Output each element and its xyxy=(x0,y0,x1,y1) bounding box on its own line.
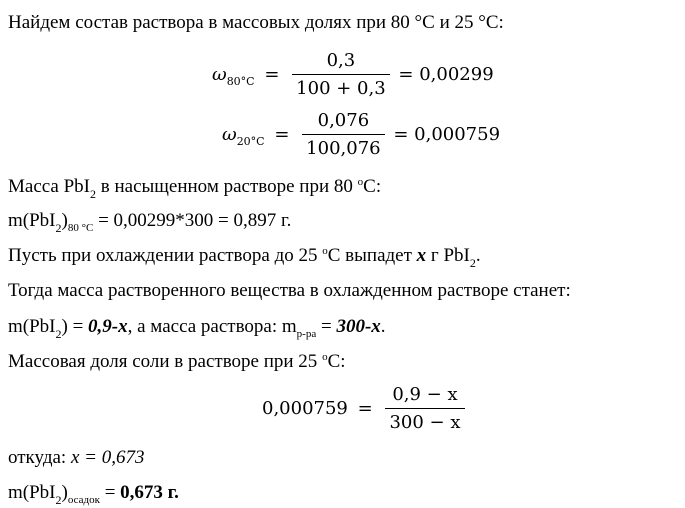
equation-omega-20 xyxy=(222,110,500,159)
fraction-denominator: 100 + 0,3 xyxy=(296,78,386,100)
fraction-denominator: 300 − x xyxy=(389,412,461,434)
equals-sign: = xyxy=(357,398,373,420)
fraction xyxy=(385,384,464,433)
fraction-numerator: 0,3 xyxy=(326,50,356,71)
fraction xyxy=(302,110,384,159)
mass-expressions: m(PbI$_2$) = 0,9-х, а масса раствора: $m_{р-ра} = 300-х$. xyxy=(8,316,386,341)
equation-result: = 0,000759 xyxy=(393,124,501,146)
intro-text: Найдем состав раствора в массовых долях при 80 °С и 25 °С: xyxy=(8,12,504,33)
equation-solve-x xyxy=(262,384,468,433)
mass-pbi2-calc: $m(PbI_2)_{80 ^\circ С} = 0,00299*300 = 0,897$ г. xyxy=(8,210,292,235)
equals-sign: = xyxy=(274,124,290,146)
mass-pbi2-heading: Масса PbI$_2$ в насыщенном растворе при 80 $^о$С: xyxy=(8,176,382,201)
omega-symbol: ω xyxy=(212,64,227,86)
equals-sign: = xyxy=(264,64,280,86)
equation-result: = 0,00299 xyxy=(398,64,494,86)
equation-lhs: 0,000759 xyxy=(262,398,348,420)
omega-subscript: 80°C xyxy=(226,75,255,89)
solution-x: откуда: x = 0,673 xyxy=(8,447,145,468)
fraction xyxy=(292,50,390,99)
dissolved-mass-text: Тогда масса растворенного вещества в охлажденном растворе станет: xyxy=(8,280,571,301)
omega-subscript: 20°C xyxy=(236,135,265,149)
fraction-denominator: 100,076 xyxy=(306,138,381,160)
precipitate-mass: $m(PbI_2)_{осадок} = 0,673$ г. xyxy=(8,482,179,507)
omega-symbol: ω xyxy=(222,124,237,146)
fraction-numerator: 0,076 xyxy=(317,110,370,131)
fraction-numerator: 0,9 − x xyxy=(392,384,458,405)
equation-omega-80 xyxy=(212,50,494,99)
cooling-assumption: Пусть при охлаждении раствора до 25 $^о$С выпадет х г PbI$_2$. xyxy=(8,245,481,270)
mass-fraction-heading: Массовая доля соли в растворе при 25 $^о$С: xyxy=(8,351,346,372)
